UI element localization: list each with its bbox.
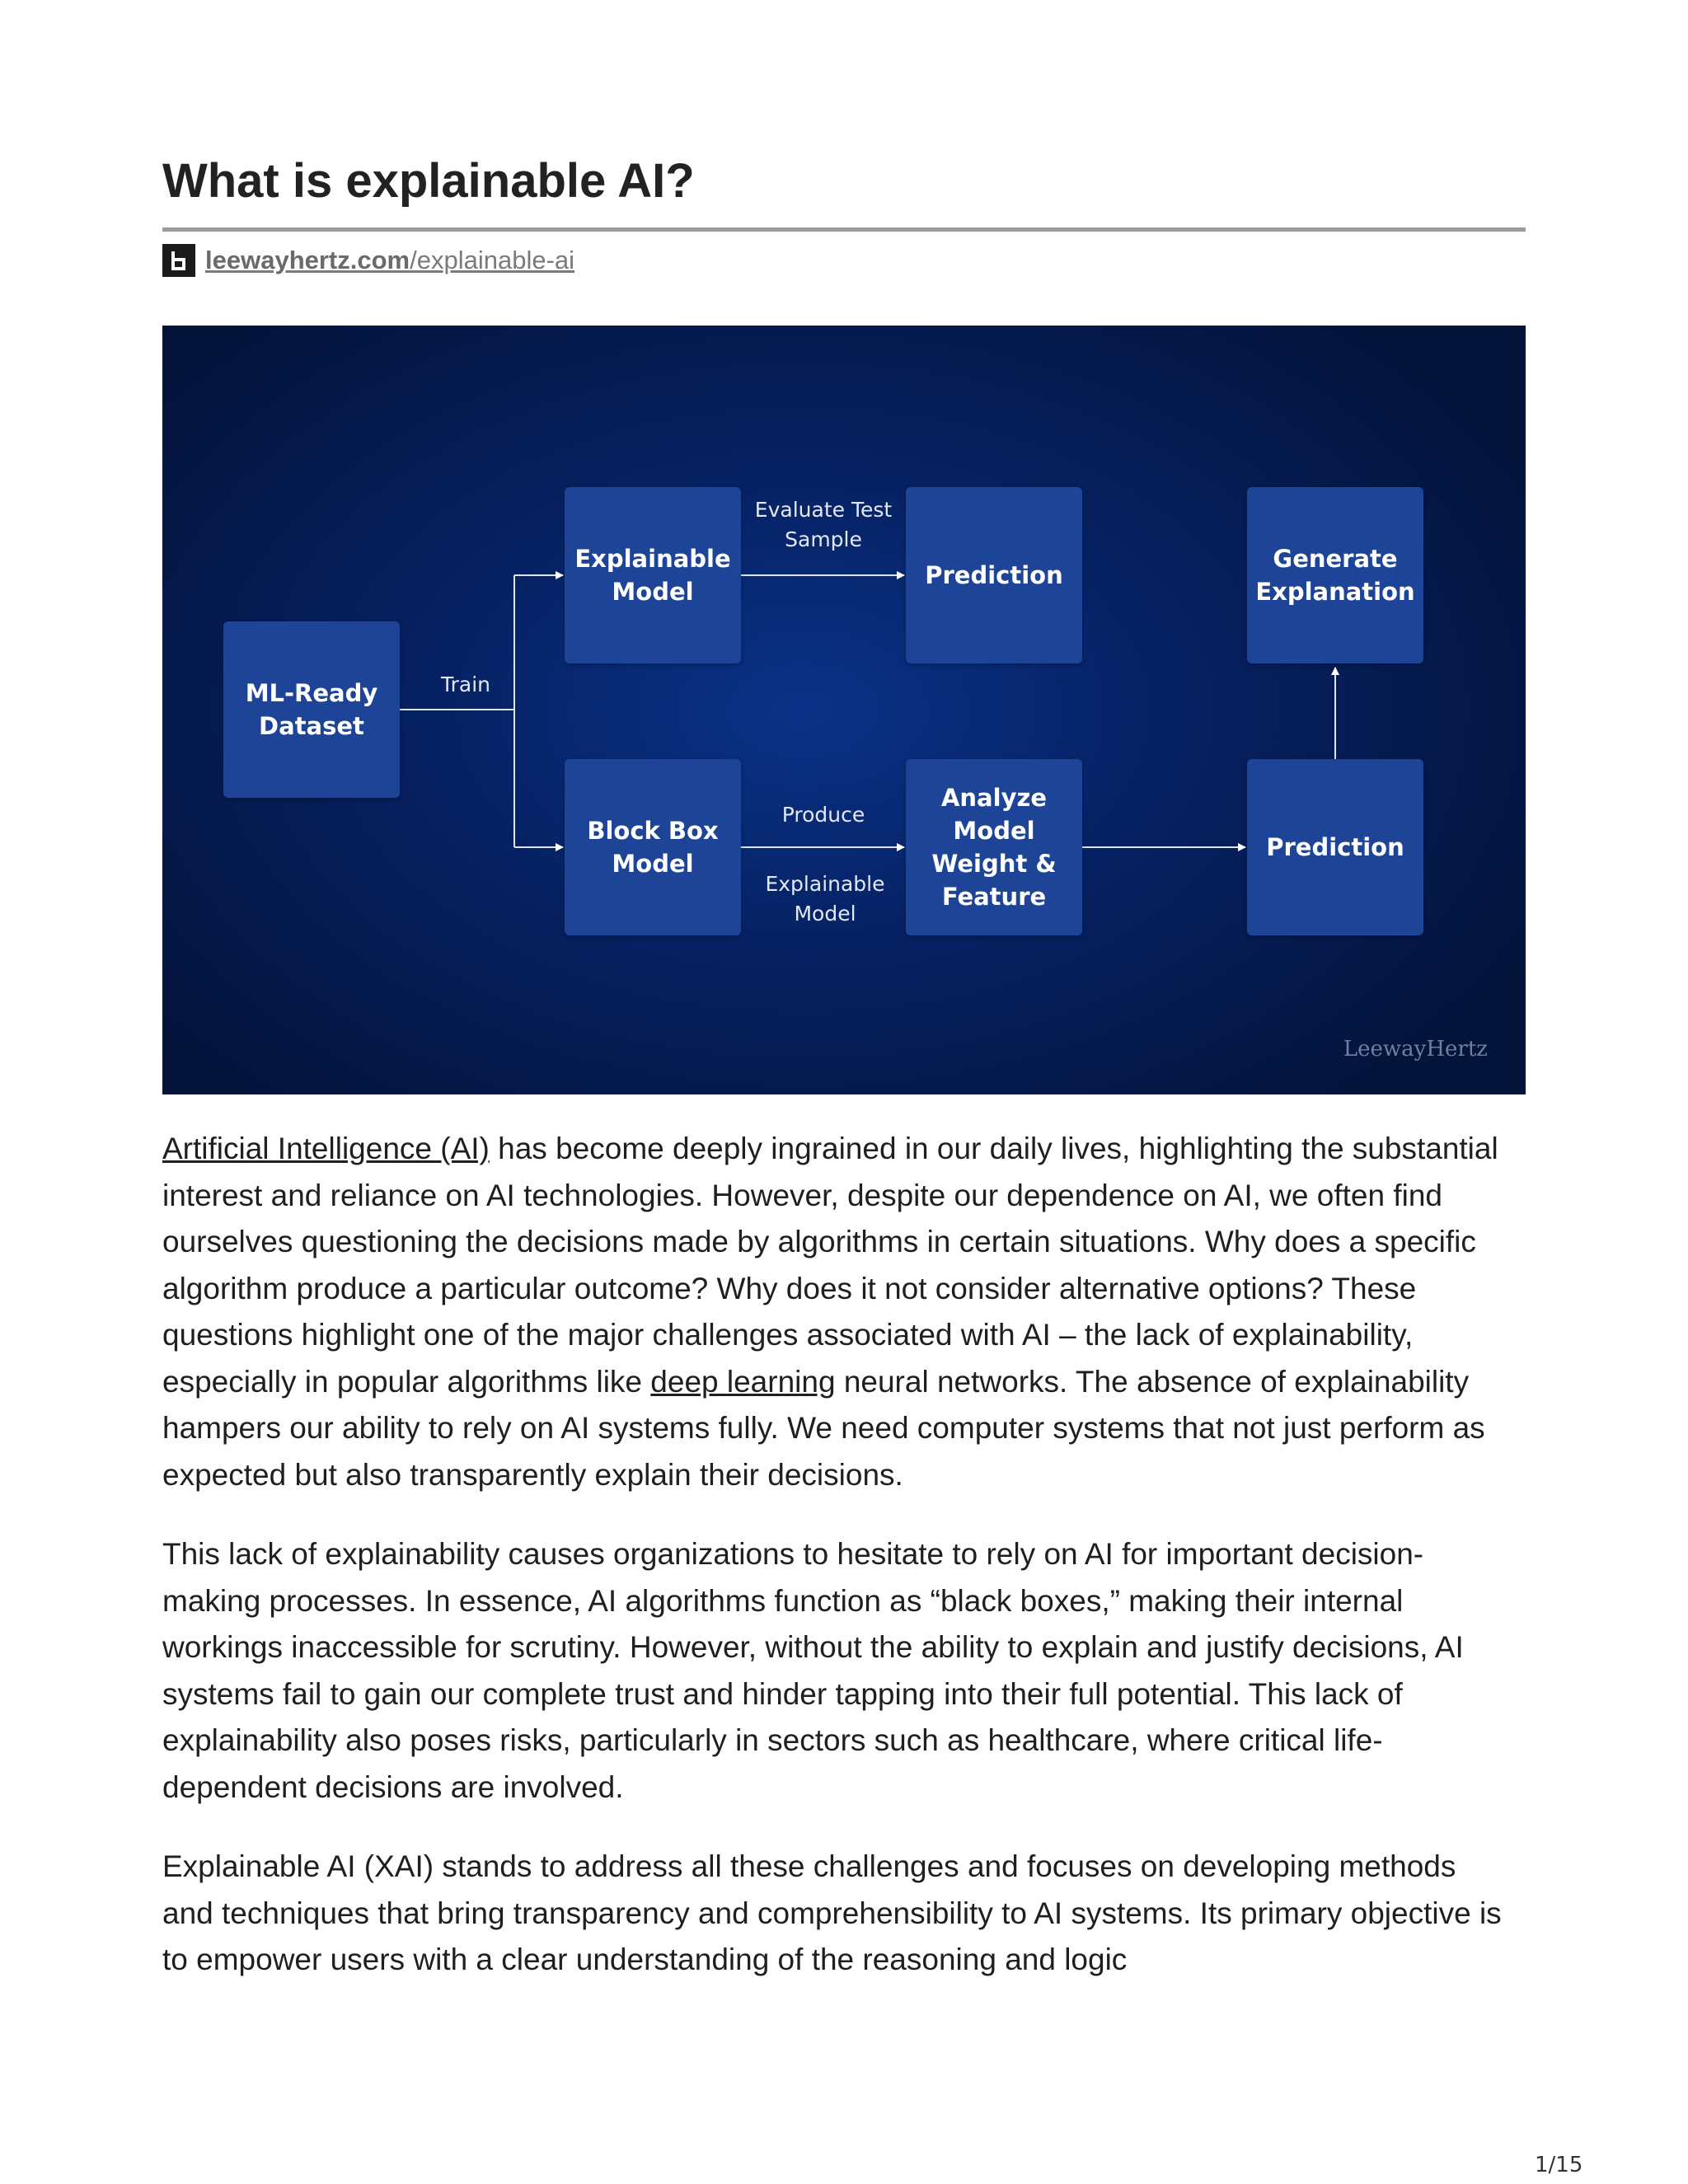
paragraph-1: [162, 1126, 1514, 1498]
xai-flow-diagram: [162, 326, 1526, 1094]
leewayhertz-favicon-icon: [162, 244, 195, 277]
ai-link[interactable]: Artificial Intelligence (AI): [162, 1132, 490, 1165]
deep-learning-link[interactable]: deep learning: [650, 1364, 836, 1399]
node-ml-ready-dataset: ML-Ready Dataset: [223, 621, 400, 798]
node-prediction-bottom: Prediction: [1247, 759, 1423, 935]
node-explainable-model: Explainable Model: [565, 487, 741, 663]
paragraph-1-text-a: has become deeply ingrained in our daily lives, highlighting the substantial interest and reliance on AI technologies. However, despite our dependence on AI, we often find ourselves questioning the decisions made by algorithms in certain situations. Why does a specific algorithm produce a particular outcome? Why does it not consider alternative options? These questions highlight one of the major challenges associated with AI – the lack of explainability, especially in popular algorithms like: [162, 1132, 1498, 1399]
edge-label-train: Train: [441, 673, 490, 696]
node-blackbox-model: Block Box Model: [565, 759, 741, 935]
source-path: /explainable-ai: [410, 246, 575, 274]
title-divider: [162, 227, 1526, 232]
source-domain: leewayhertz.com: [205, 246, 410, 274]
paragraph-3: Explainable AI (XAI) stands to address all these challenges and focuses on developing methods and techniques that bring transparency and comprehensibility to AI systems. Its primary objective is to empower users with a clear understanding of the reasoning and logic: [162, 1849, 1502, 1976]
node-generate-explanation: Generate Explanation: [1247, 487, 1423, 663]
article-body: [162, 1126, 1514, 2017]
edge-label-produce: Produce: [781, 803, 865, 827]
edge-label-evaluate: Evaluate Test Sample: [754, 498, 893, 551]
node-analyze-weights: Analyze Model Weight & Feature: [906, 759, 1082, 935]
source-url-link[interactable]: [205, 246, 574, 275]
paragraph-1-text-b: neural networks. The absence of explainability hampers our ability to rely on AI systems fully. We need computer systems that not just perform as expected but also transparently explain their decisions.: [162, 1364, 1485, 1492]
edge-label-explainable-model: Explainable Model: [765, 872, 885, 926]
node-prediction-top: Prediction: [906, 487, 1082, 663]
paragraph-2: This lack of explainability causes organizations to hesitate to rely on AI for important decision-making processes. In essence, AI algorithms function as “black boxes,” making their internal workings inaccessible for scrutiny. However, without the ability to explain and justify decisions, AI systems fail to gain our complete trust and hinder tapping into their full potential. This lack of explainability also poses risks, particularly in sectors such as healthcare, where critical life-dependent decisions are involved.: [162, 1537, 1464, 1804]
leewayhertz-watermark: LeewayHertz: [1343, 1037, 1488, 1062]
page-number: 1/15: [1535, 2153, 1583, 2177]
page-title: What is explainable AI?: [162, 154, 695, 208]
source-link-row[interactable]: [162, 244, 574, 277]
